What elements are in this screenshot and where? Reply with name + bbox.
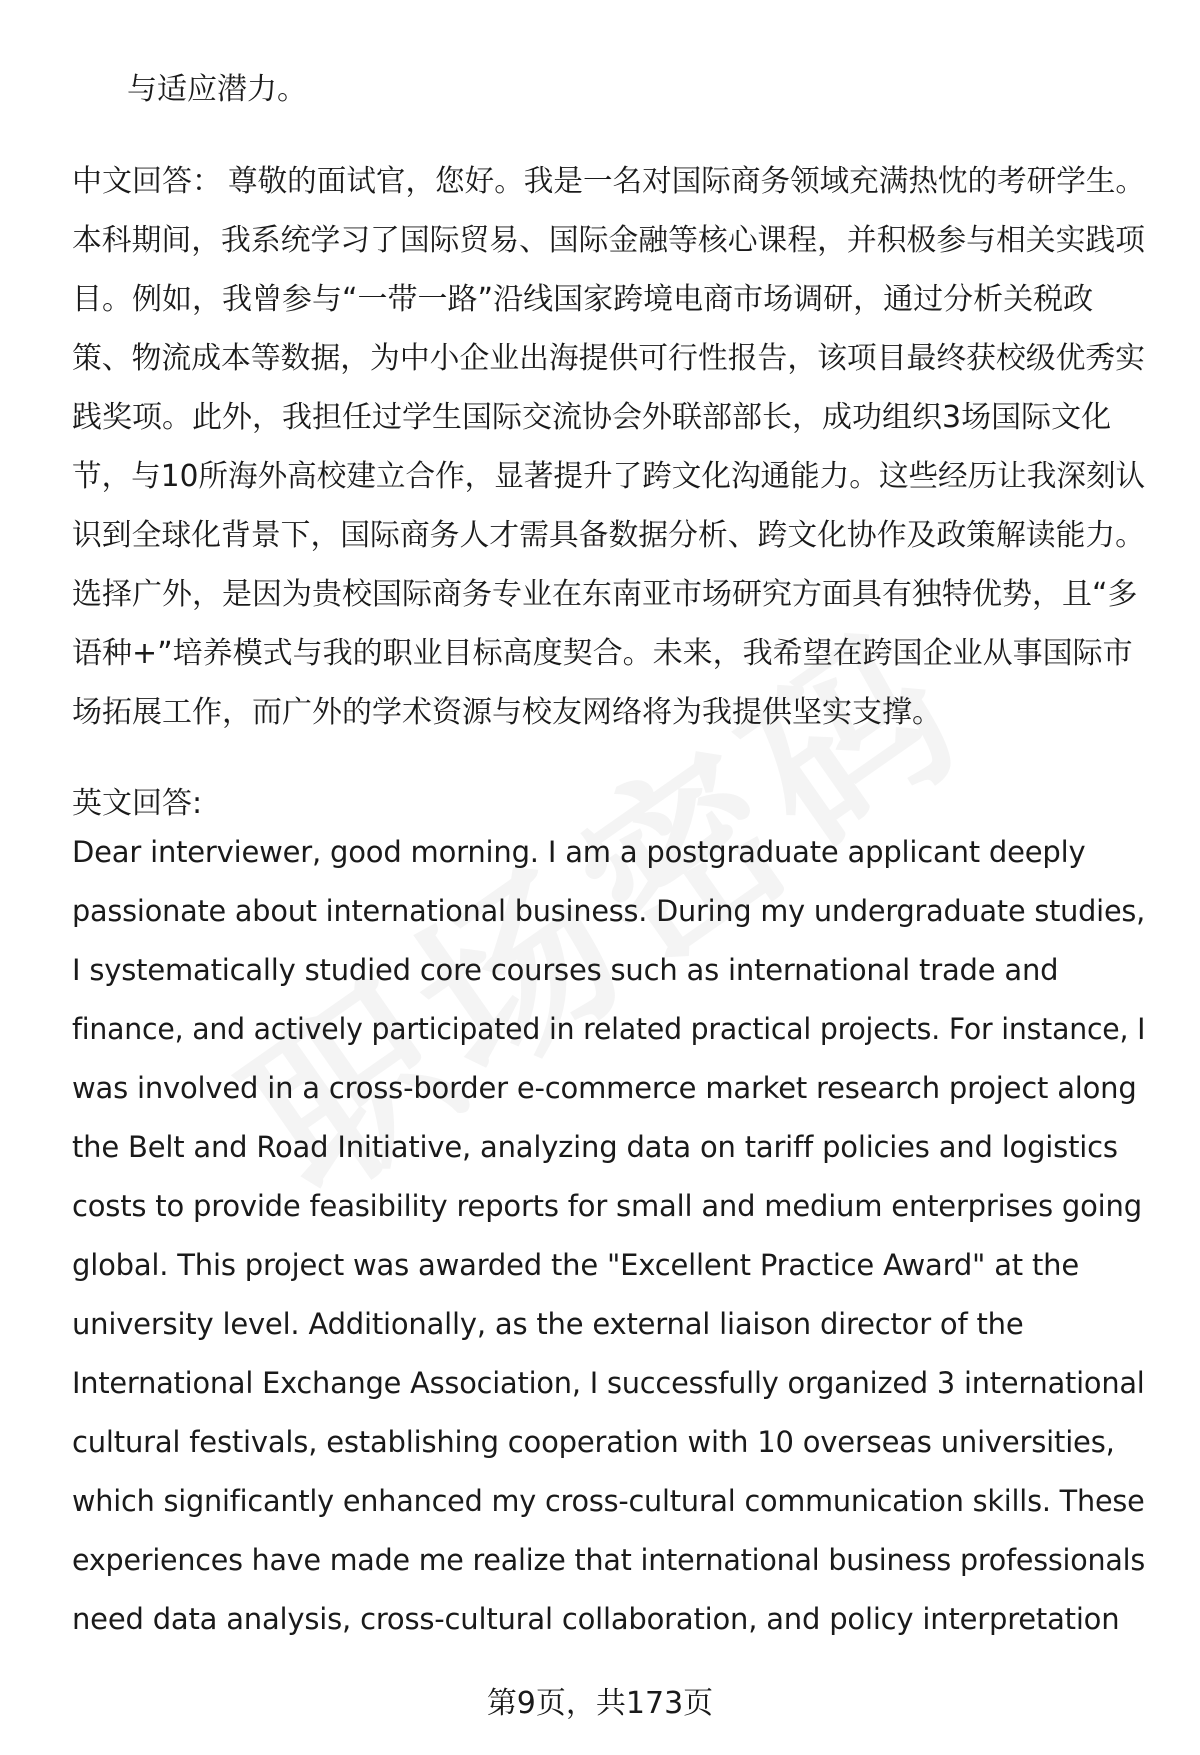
chinese-answer-line: 尊敬的面试官，您好。我是一名对国际商务领域充满热忱的考研学生。 [228, 164, 1145, 199]
english-answer-line: International Exchange Association, I successfully organized 3 international [72, 1366, 1145, 1400]
english-answer-line: which significantly enhanced my cross-cultural communication skills. These [72, 1484, 1145, 1518]
english-answer-line: global. This project was awarded the "Excellent Practice Award" at the [72, 1248, 1079, 1282]
chinese-answer-label: 中文回答： [72, 164, 222, 199]
chinese-answer-line: 场拓展工作，而广外的学术资源与校友网络将为我提供坚实支撑。 [72, 695, 942, 730]
intro-tail: 与适应潜力。 [127, 72, 307, 107]
chinese-answer-line: 选择广外，是因为贵校国际商务专业在东南亚市场研究方面具有独特优势，且“多 [72, 577, 1138, 612]
chinese-answer-line: 识到全球化背景下，国际商务人才需具备数据分析、跨文化协作及政策解读能力。 [72, 518, 1145, 553]
chinese-answer-line: 践奖项。此外，我担任过学生国际交流协会外联部部长，成功组织3场国际文化 [72, 400, 1112, 435]
page-number: 第9页，共173页 [486, 1686, 714, 1721]
english-answer-line: the Belt and Road Initiative, analyzing data on tariff policies and logistics [72, 1130, 1118, 1164]
english-answer-line: university level. Additionally, as the external liaison director of the [72, 1307, 1024, 1341]
chinese-answer-line: 目。例如，我曾参与“一带一路”沿线国家跨境电商市场调研，通过分析关税政 [72, 282, 1094, 317]
chinese-answer-line: 节，与10所海外高校建立合作，显著提升了跨文化沟通能力。这些经历让我深刻认 [72, 459, 1146, 494]
english-answer-label: 英文回答: [72, 786, 203, 821]
english-answer-line: experiences have made me realize that international business professionals [72, 1543, 1146, 1577]
chinese-answer-line: 语种+”培养模式与我的职业目标高度契合。未来，我希望在跨国企业从事国际市 [72, 636, 1133, 671]
english-answer-line: Dear interviewer, good morning. I am a postgraduate applicant deeply [72, 835, 1086, 869]
chinese-answer-line: 策、物流成本等数据，为中小企业出海提供可行性报告，该项目最终获校级优秀实 [72, 341, 1145, 376]
english-answer-line: costs to provide feasibility reports for small and medium enterprises going [72, 1189, 1142, 1223]
english-answer-line: finance, and actively participated in related practical projects. For instance, I [72, 1012, 1146, 1046]
english-answer-line: was involved in a cross-border e-commerce market research project along [72, 1071, 1137, 1105]
english-answer-line: need data analysis, cross-cultural collaboration, and policy interpretation [72, 1602, 1120, 1636]
english-answer-line: I systematically studied core courses such as international trade and [72, 953, 1059, 987]
chinese-answer-line: 本科期间，我系统学习了国际贸易、国际金融等核心课程，并积极参与相关实践项 [72, 223, 1145, 258]
english-answer-line: cultural festivals, establishing cooperation with 10 overseas universities, [72, 1425, 1115, 1459]
english-answer-line: passionate about international business. During my undergraduate studies, [72, 894, 1146, 928]
